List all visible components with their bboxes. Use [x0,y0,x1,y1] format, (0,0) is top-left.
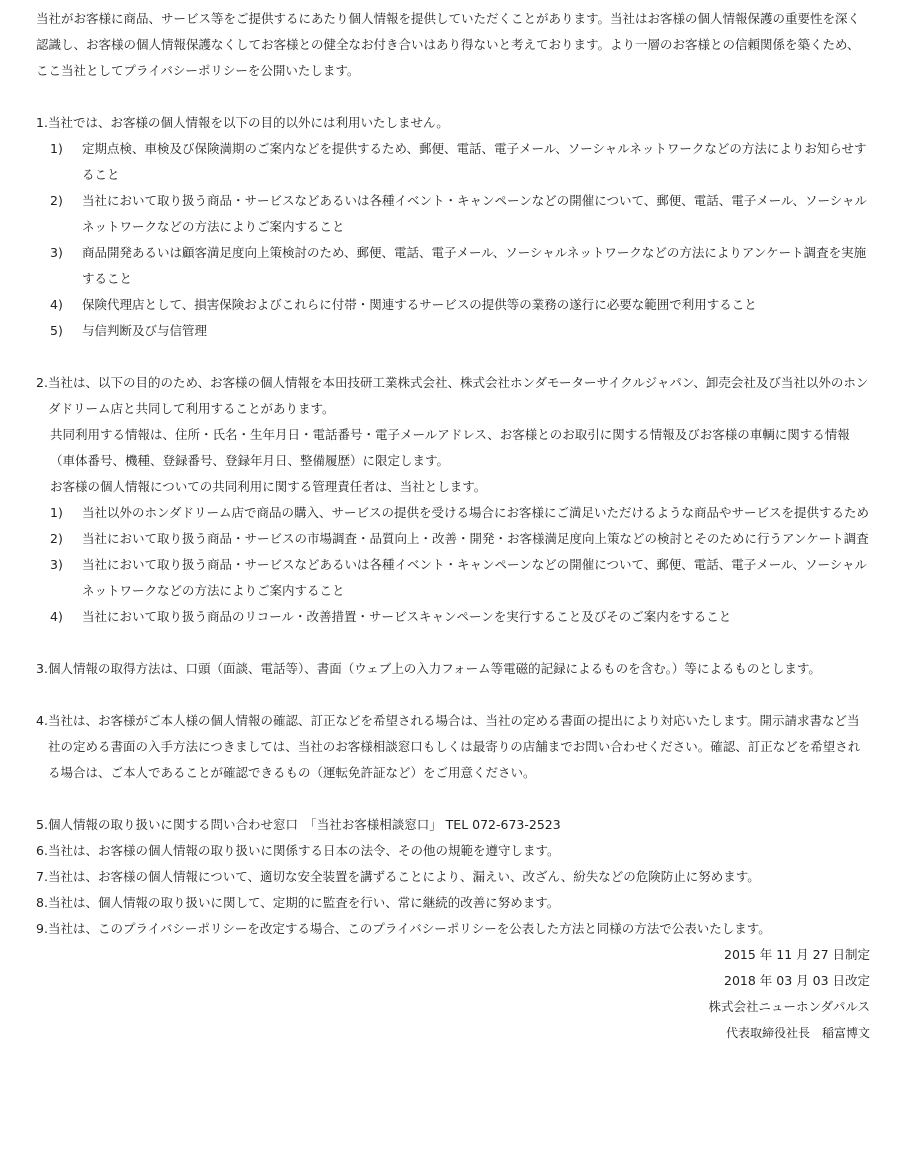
section-7-text: 当社は、お客様の個人情報について、適切な安全装置を講ずることにより、漏えい、改ざん、紛失などの危険防止に努めます。 [47,869,760,884]
section-9-text: 当社は、このプライバシーポリシーを改定する場合、このプライバシーポリシーを公表した方法と同様の方法で公表いたします。 [47,921,771,936]
revised-date: 2018 年 03 月 03 日改定 [724,973,870,988]
section-3-text: 個人情報の取得方法は、口頭（面談、電話等）、書面（ウェブ上の入力フォーム等電磁的記録によるものを含む。）等によるものとします。 [47,661,821,676]
item-text: 定期点検、車検及び保険満期のご案内などを提供するため、郵便、電話、電子メール、ソーシャルネットワークなどの方法によりお知らせすること [82,141,867,182]
spacer [36,786,870,812]
section-4-number: 4. [36,713,48,728]
item-text: 当社において取り扱う商品・サービスなどあるいは各種イベント・キャンペーンなどの開催について、郵便、電話、電子メール、ソーシャルネットワークなどの方法によりご案内すること [82,193,868,234]
section-2-note-shared-info: 共同利用する情報は、住所・氏名・生年月日・電話番号・電子メールアドレス、お客様とのお取引に関する情報及びお客様の車輌に関する情報（車体番号、機種、登録番号、登録年月日、整備履歴）に限定します。 [50,427,850,468]
section-2-item-2 [50,526,870,552]
item-text: 商品開発あるいは顧客満足度向上策検討のため、郵便、電話、電子メール、ソーシャルネットワークなどの方法によりアンケート調査を実施すること [82,245,867,286]
item-text: 保険代理店として、損害保険およびこれらに付帯・関連するサービスの提供等の業務の遂行に必要な範囲で利用すること [82,297,757,312]
spacer [36,682,870,708]
item-number: 3) [50,557,63,572]
item-text: 当社において取り扱う商品・サービスの市場調査・品質向上・改善・開発・お客様満足度向上策などの検討とそのために行うアンケート調査 [82,531,869,546]
section-1-text: 当社では、お客様の個人情報を以下の目的以外には利用いたしません。 [47,115,449,130]
section-1-item-5 [50,318,870,344]
representative-name: 代表取締役社長 稲富博文 [725,1026,870,1040]
item-number: 1) [50,505,63,520]
section-1-item-1 [50,136,870,188]
section-7 [36,864,870,890]
section-2 [36,370,870,422]
spacer [36,344,870,370]
item-text: 当社以外のホンダドリーム店で商品の購入、サービスの提供を受ける場合にお客様にご満足いただけるような商品やサービスを提供するため [82,505,870,520]
established-date: 2015 年 11 月 27 日制定 [724,947,870,962]
item-text: 与信判断及び与信管理 [82,323,208,338]
section-9-number: 9. [36,921,48,936]
section-4-text: 当社は、お客様がご本人様の個人情報の確認、訂正などを希望される場合は、当社の定める書面の提出により対応いたします。開示請求書など当社の定める書面の入手方法につきましては、当社のお客様相談窓口もしくは最寄りの店舗までお問い合わせください。確認、訂正などを希望される場合は、ご本人であることが確認できるもの（運転免許証など）をご用意ください。 [47,713,861,780]
item-text: 当社において取り扱う商品・サービスなどあるいは各種イベント・キャンペーンなどの開催について、郵便、電話、電子メール、ソーシャルネットワークなどの方法によりご案内すること [82,557,868,598]
section-2-item-1 [50,500,870,526]
section-1-item-2 [50,188,870,240]
section-6-number: 6. [36,843,48,858]
item-number: 2) [50,531,63,546]
section-2-text: 当社は、以下の目的のため、お客様の個人情報を本田技研工業株式会社、株式会社ホンダモーターサイクルジャパン、卸売会社及び当社以外のホンダドリーム店と共同して利用することがあります。 [47,375,869,416]
spacer [36,630,870,656]
section-2-item-4 [50,604,870,630]
section-4 [36,708,870,786]
item-number: 4) [50,609,63,624]
section-3 [36,656,870,682]
section-1-item-3 [50,240,870,292]
intro-paragraph: 当社がお客様に商品、サービス等をご提供するにあたり個人情報を提供していただくことがあります。当社はお客様の個人情報保護の重要性を深く認識し、お客様の個人情報保護なくしてお客様との健全なお付き合いはあり得ないと考えております。より一層のお客様との信頼関係を築くため、ここ当社としてプライバシーポリシーを公開いたします。 [36,11,861,78]
section-3-number: 3. [36,661,48,676]
item-number: 3) [50,245,63,260]
item-number: 4) [50,297,63,312]
section-6 [36,838,870,864]
spacer [36,84,870,110]
section-8-text: 当社は、個人情報の取り扱いに関して、定期的に監査を行い、常に継続的改善に努めます。 [47,895,560,910]
section-2-number: 2. [36,375,48,390]
item-number: 1) [50,141,63,156]
section-9 [36,916,870,942]
section-6-text: 当社は、お客様の個人情報の取り扱いに関係する日本の法令、その他の規範を遵守します。 [47,843,560,858]
section-5-number: 5. [36,817,48,832]
section-8 [36,890,870,916]
section-7-number: 7. [36,869,48,884]
section-5-contact [36,812,870,838]
section-1-item-4 [50,292,870,318]
section-2-note-manager: お客様の個人情報についての共同利用に関する管理責任者は、当社とします。 [50,479,487,494]
section-2-item-3 [50,552,870,604]
item-number: 2) [50,193,63,208]
section-1 [36,110,870,136]
section-5-text: 個人情報の取り扱いに関する問い合わせ窓口 「当社お客様相談窓口」 TEL 072-673-2523 [47,817,561,832]
company-name: 株式会社ニューホンダパルス [708,999,870,1014]
item-text: 当社において取り扱う商品のリコール・改善措置・サービスキャンペーンを実行すること及びそのご案内をすること [82,609,732,624]
section-8-number: 8. [36,895,48,910]
signature-block [36,942,870,1046]
section-1-number: 1. [36,115,48,130]
item-number: 5) [50,323,63,338]
